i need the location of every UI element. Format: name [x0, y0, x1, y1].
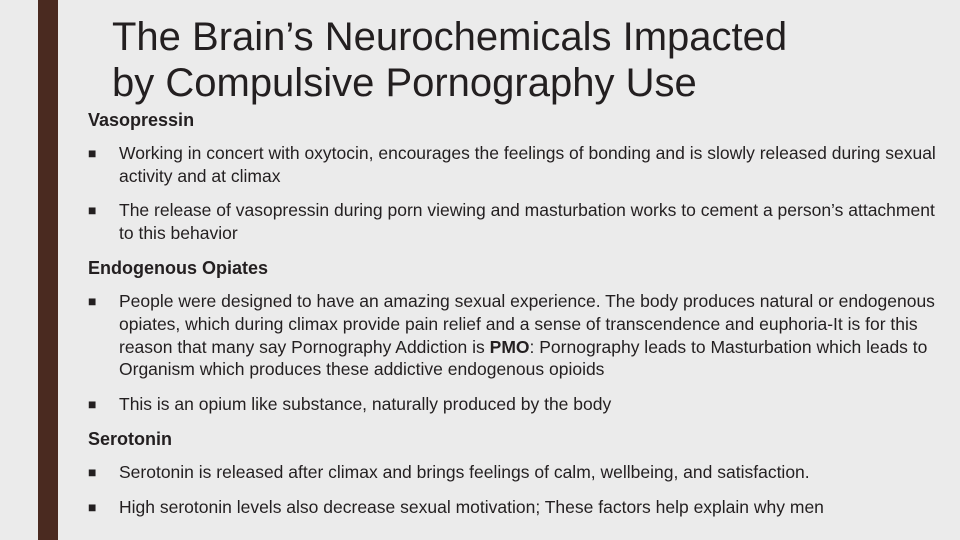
section-endogenous-opiates — [88, 256, 950, 415]
slide-body — [88, 108, 950, 531]
slide-title-line-1: The Brain’s Neurochemicals Impacted — [112, 15, 788, 59]
bullet-text: The release of vasopressin during porn viewing and masturbation works to cement a person’s attachment to this behavior — [119, 200, 935, 243]
bullet-list — [88, 290, 950, 415]
bullet-text: This is an opium like substance, naturally produced by the body — [119, 393, 612, 414]
bullet-text: Working in concert with oxytocin, encourages the feelings of bonding and is slowly released during sexual activity and at climax — [119, 143, 936, 186]
slide-title-line-2: by Compulsive Pornography Use — [112, 61, 697, 105]
bullet-item — [88, 393, 950, 416]
section-heading: Vasopressin — [88, 110, 195, 130]
section-heading: Serotonin — [88, 429, 172, 450]
section-serotonin — [88, 427, 950, 518]
section-vasopressin — [88, 108, 950, 244]
bullet-item — [88, 461, 950, 484]
section-heading: Endogenous Opiates — [88, 258, 269, 279]
bullet-text — [119, 291, 935, 379]
bullet-list — [88, 461, 950, 518]
bullet-item — [88, 496, 950, 519]
square-bullet-icon: ■ — [88, 498, 97, 515]
accent-side-bar — [38, 0, 58, 540]
bullet-list — [88, 142, 950, 244]
square-bullet-icon: ■ — [88, 145, 97, 161]
bullet-text-before: People were designed to have an amazing sexual experience. The body produces natural or endogenous opiates, which during climax provide pain relief and a sense of transcendence and euphoria-It is for this reason that many say Pornography Addiction is — [119, 291, 935, 357]
bullet-text: High serotonin levels also decrease sexual motivation; These factors help explain why men — [119, 496, 824, 517]
square-bullet-icon: ■ — [88, 202, 97, 219]
square-bullet-icon: ■ — [88, 395, 97, 412]
bullet-item — [88, 290, 950, 380]
bullet-text-after: : Pornography leads to Masturbation which leads to Organism which produces these addictive endogenous opioids — [119, 336, 928, 380]
slide-title — [112, 14, 787, 106]
bullet-text-emphasis: PMO — [489, 336, 530, 357]
bullet-text: Serotonin is released after climax and brings feelings of calm, wellbeing, and satisfaction. — [119, 462, 810, 483]
square-bullet-icon: ■ — [88, 293, 97, 310]
bullet-item — [88, 142, 950, 187]
bullet-item — [88, 199, 950, 244]
square-bullet-icon: ■ — [88, 464, 97, 481]
